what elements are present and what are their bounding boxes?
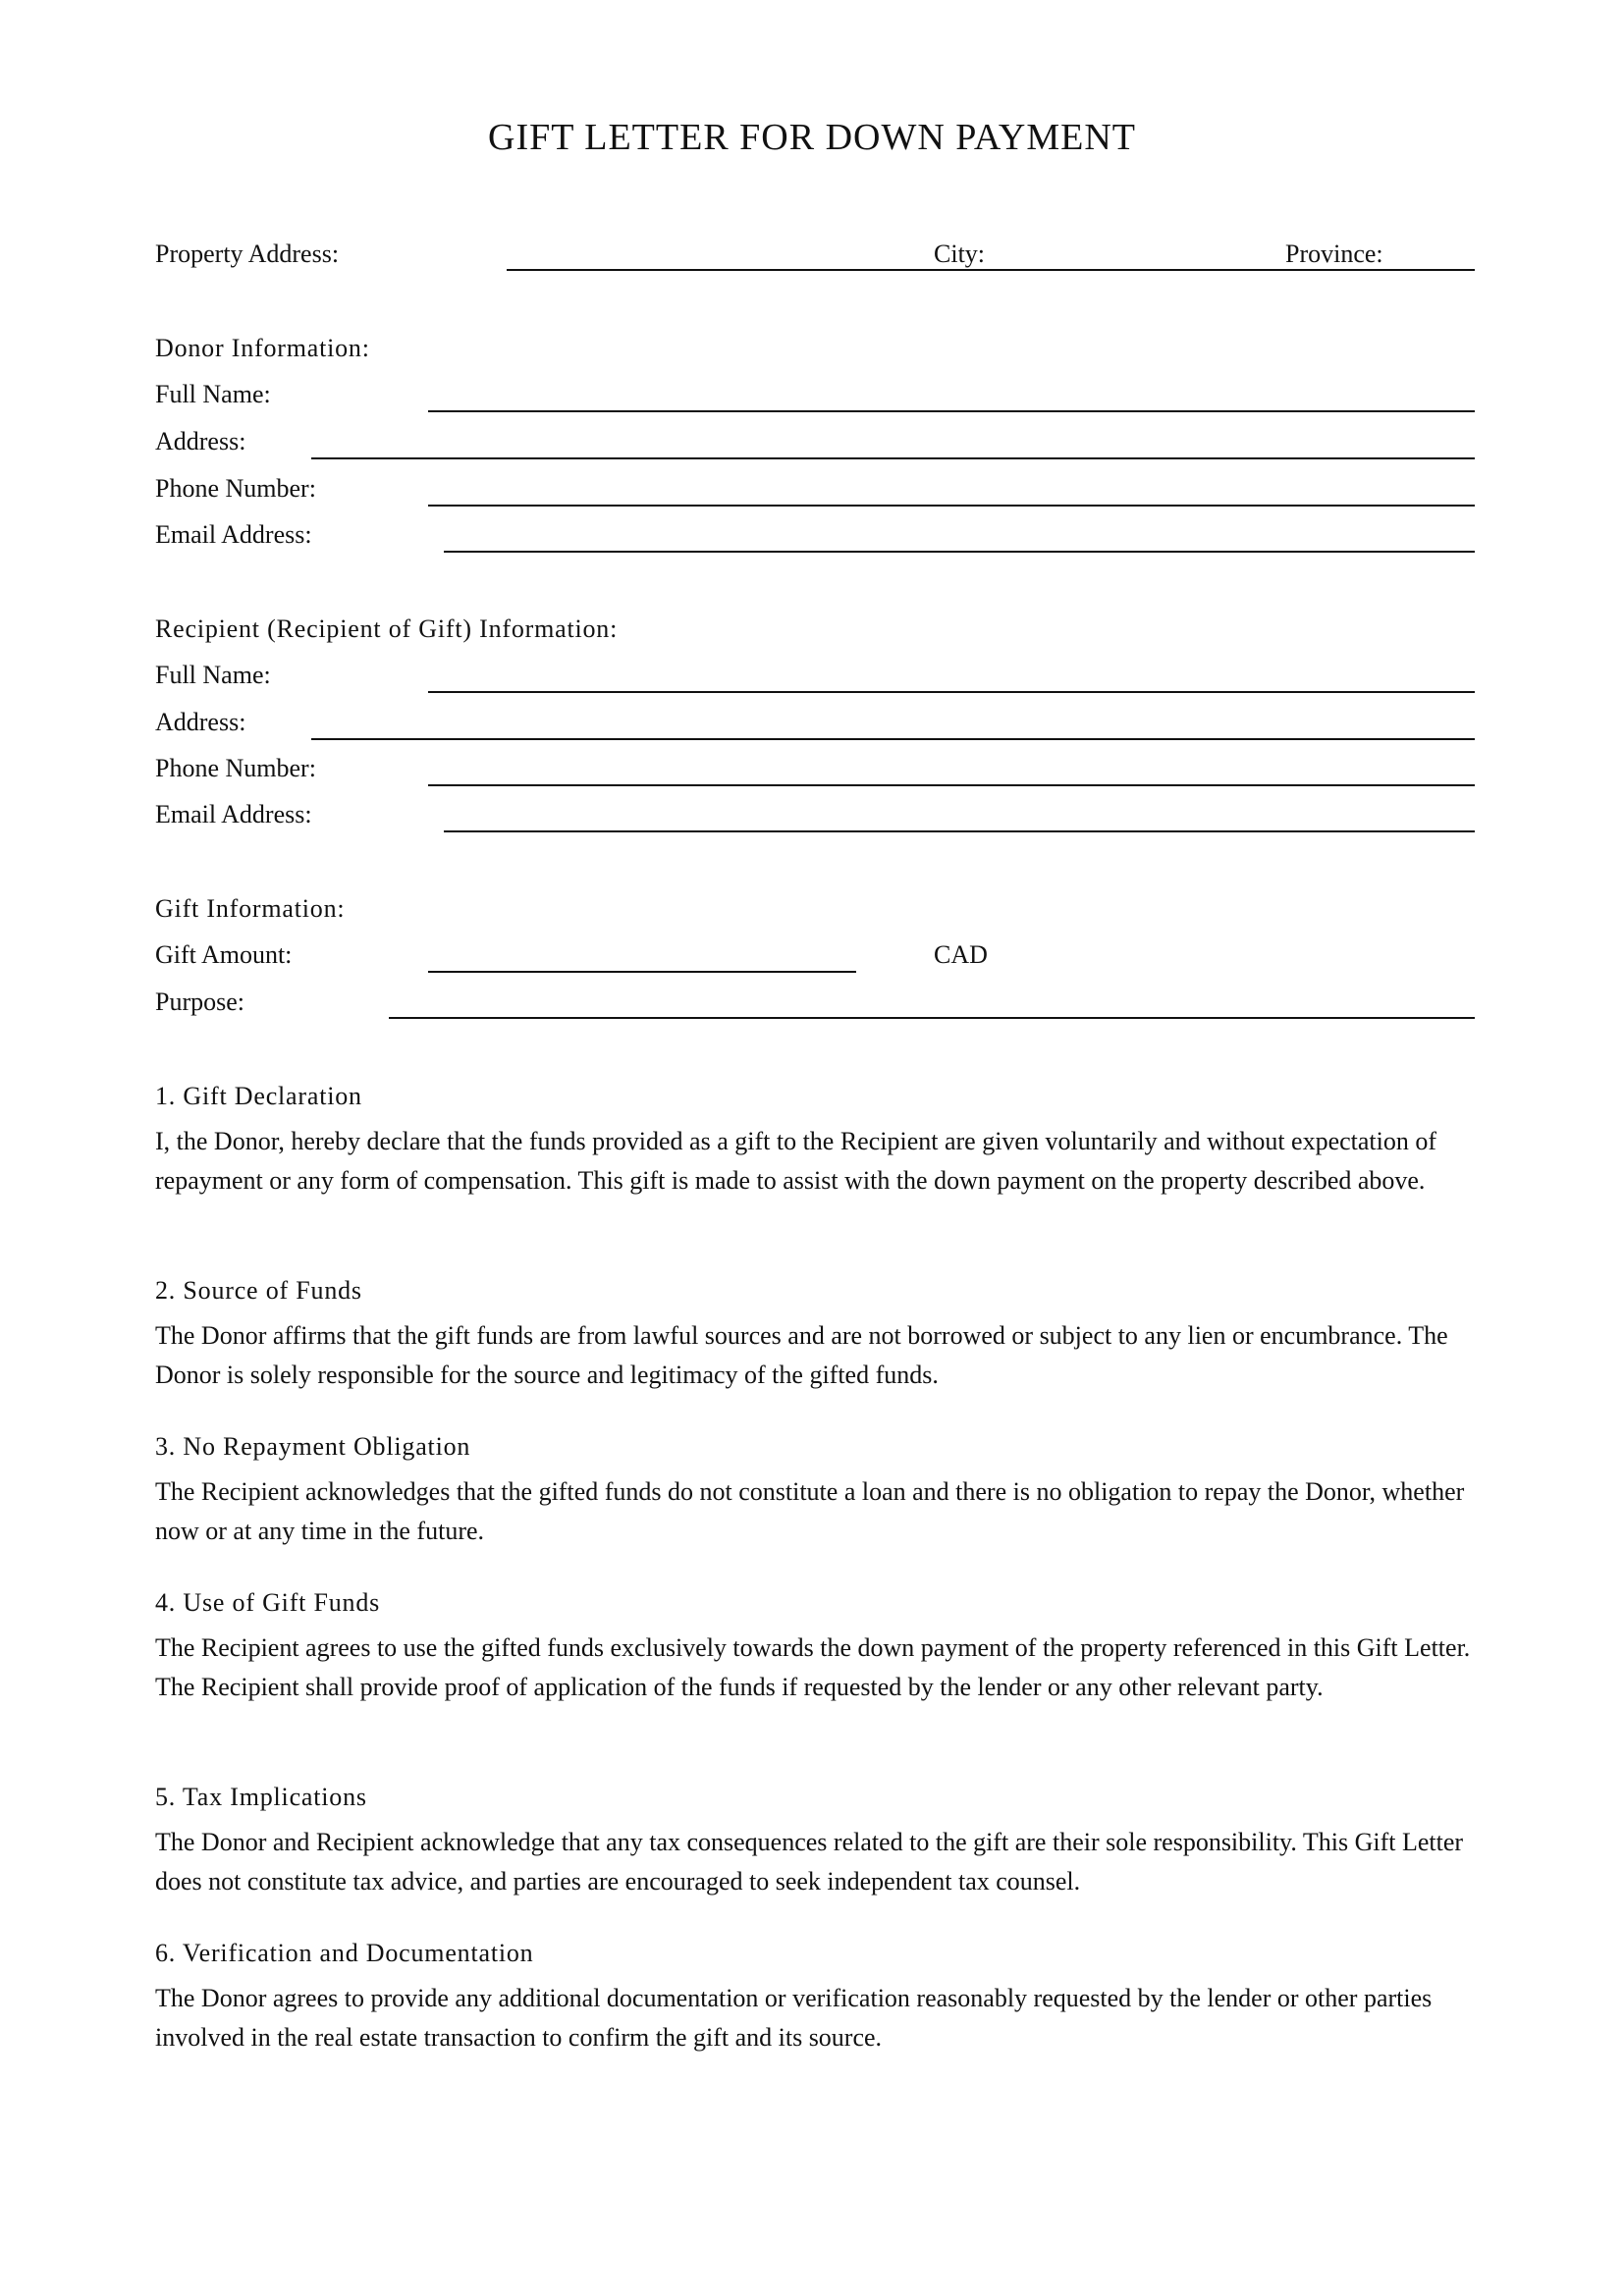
recipient-full-name-label: Full Name: [155,661,271,689]
clause-title-no-repayment: 3. No Repayment Obligation [155,1432,471,1461]
clause-title-tax-implications: 5. Tax Implications [155,1783,367,1811]
clause-text-gift-declaration: I, the Donor, hereby declare that the funds provided as a gift to the Recipient are given voluntarily and without expectation of repayment or any form of compensation. This gift is made to assist with the down payment on the property described above. [155,1127,1437,1195]
document-title: GIFT LETTER FOR DOWN PAYMENT [488,117,1136,158]
city-label: City: [934,240,986,268]
clause-title-use-of-funds: 4. Use of Gift Funds [155,1588,381,1617]
gift-amount-field[interactable] [428,971,856,973]
clause-text-source-of-funds: The Donor affirms that the gift funds are from lawful sources and are not borrowed or subject to any lien or encumbrance. The Donor is solely responsible for the source and legitimacy of the gifted funds. [155,1321,1448,1389]
gift-purpose-field[interactable] [389,1017,1475,1019]
donor-heading: Donor Information: [155,334,370,362]
property-address-field[interactable] [507,269,1475,271]
clause-text-verification: The Donor agrees to provide any additional documentation or verification reasonably requested by the lender or other parties involved in the real estate transaction to confirm the gift and its source. [155,1984,1433,2052]
clause-title-source-of-funds: 2. Source of Funds [155,1276,362,1305]
donor-address-field[interactable] [311,457,1475,459]
clause-text-use-of-funds: The Recipient agrees to use the gifted funds exclusively towards the down payment of the property referenced in this Gift Letter. The Recipient shall provide proof of application of the funds if requested by the lender or any other relevant party. [155,1633,1471,1701]
gift-amount-label: Gift Amount: [155,940,293,969]
donor-phone-label: Phone Number: [155,474,316,503]
recipient-address-label: Address: [155,708,246,736]
donor-email-label: Email Address: [155,520,312,549]
donor-email-field[interactable] [444,551,1475,553]
recipient-address-field[interactable] [311,738,1475,740]
recipient-email-label: Email Address: [155,800,312,828]
recipient-full-name-field[interactable] [428,691,1475,693]
recipient-phone-field[interactable] [428,784,1475,786]
clause-text-no-repayment: The Recipient acknowledges that the gifted funds do not constitute a loan and there is no obligation to repay the Donor, whether now or at any time in the future. [155,1477,1465,1545]
donor-address-label: Address: [155,427,246,455]
donor-phone-field[interactable] [428,505,1475,507]
recipient-email-field[interactable] [444,830,1475,832]
province-label: Province: [1285,240,1383,268]
donor-full-name-field[interactable] [428,410,1475,412]
clause-title-gift-declaration: 1. Gift Declaration [155,1082,362,1110]
property-address-label: Property Address: [155,240,340,268]
recipient-phone-label: Phone Number: [155,754,316,782]
gift-heading: Gift Information: [155,894,346,923]
recipient-heading: Recipient (Recipient of Gift) Information: [155,614,619,643]
clause-title-verification: 6. Verification and Documentation [155,1939,534,1967]
donor-full-name-label: Full Name: [155,380,271,408]
clause-text-tax-implications: The Donor and Recipient acknowledge that any tax consequences related to the gift are their sole responsibility. This Gift Letter does not constitute tax advice, and parties are encouraged to seek independent tax counsel. [155,1828,1464,1896]
gift-currency: CAD [934,940,988,969]
gift-purpose-label: Purpose: [155,988,244,1016]
